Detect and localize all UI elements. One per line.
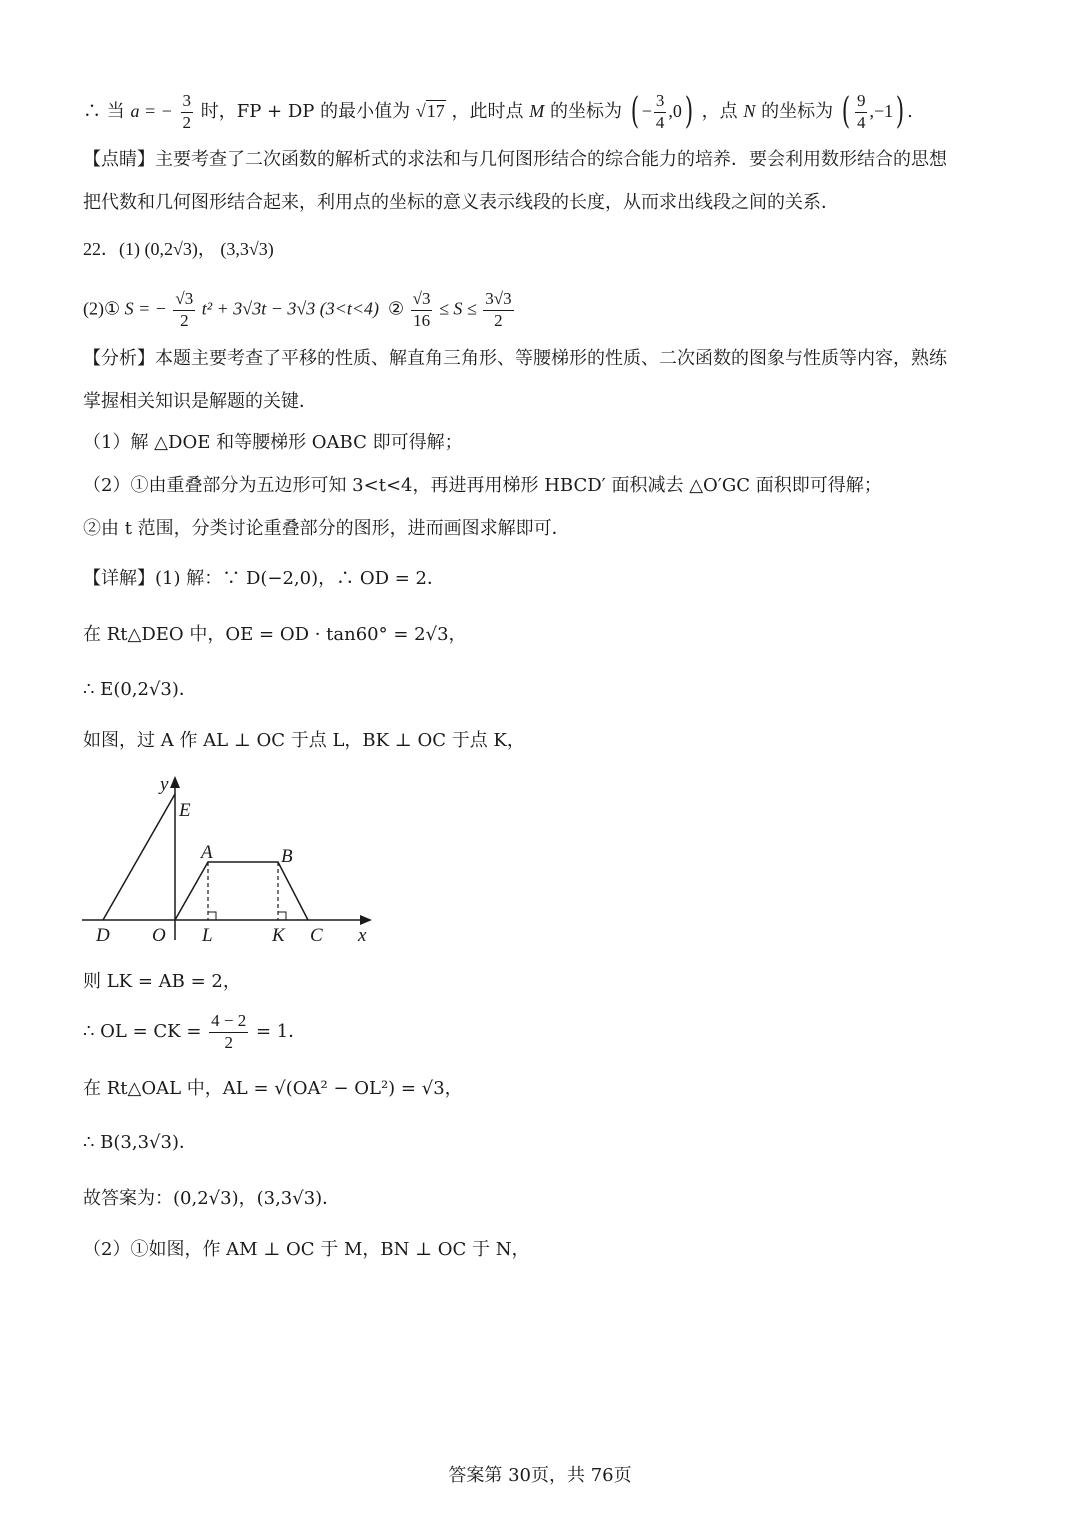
answer: (0,2√3) (144, 239, 198, 259)
question-number: 22．(1) (83, 239, 140, 259)
fenxi-text: 本题主要考查了平移的性质、解直角三角形、等腰梯形的性质、二次函数的图象与性质等内容，熟练 (155, 348, 947, 369)
label-O: O (152, 925, 166, 946)
label-x: x (358, 925, 367, 946)
xiangjie-l6 (83, 1012, 306, 1052)
dianjing-text: 主要考查了二次函数的解析式的求法和与几何图形结合的综合能力的培养．要会利用数形结合的思想 (155, 149, 947, 170)
label-C: C (310, 925, 323, 946)
answer: (3,3√3) (220, 239, 274, 259)
dianjing-label: 【点睛】 (83, 149, 155, 170)
text: ，此时点 (451, 101, 524, 123)
label-B: B (281, 846, 293, 867)
dianjing-line2 (83, 194, 839, 212)
point-N: N (743, 101, 756, 122)
xiangjie-text: ∴ E(0,2√3)． (83, 679, 197, 700)
xiangjie-text: = 1． (256, 1021, 307, 1043)
text: 的坐标为 (549, 101, 622, 123)
fraction: $\frac{4 - 2}{2}$ (211, 1011, 247, 1052)
label-A: A (201, 842, 213, 863)
text: 时，FP + DP 的最小值为 (200, 101, 411, 123)
fenxi-label: 【分析】 (83, 348, 155, 369)
xiangjie-l9 (83, 1190, 340, 1208)
trapezoid-OABC (175, 862, 308, 920)
dianjing-line1 (83, 151, 947, 169)
label-D: D (96, 925, 110, 946)
right-angle-K (278, 912, 286, 920)
xiangjie-text: (1) 解：∵ D(−2,0)，∴ OD = 2． (155, 568, 446, 589)
xiangjie-l7 (83, 1080, 463, 1098)
xiangjie-l1 (83, 570, 445, 588)
fraction: $\frac{3}{4}$ (655, 91, 665, 132)
math: S = − (124, 298, 167, 319)
segment-DE (103, 794, 175, 920)
q22-answer2 (83, 290, 516, 330)
fraction: $\frac{√3}{16}$ (412, 289, 431, 330)
fenxi-line1 (83, 350, 947, 368)
text: (2)① (83, 298, 121, 319)
y-axis-arrow (170, 776, 180, 788)
xiangjie-text: 如图，过 A 作 AL ⊥ OC 于点 L，BK ⊥ OC 于点 K， (83, 730, 525, 751)
fenxi-text: 掌握相关知识是解题的关键． (83, 391, 317, 412)
fenxi-line2 (83, 393, 317, 411)
label-L: L (202, 925, 213, 946)
x-axis-arrow (360, 915, 372, 925)
xiangjie-l3 (83, 681, 197, 699)
text: ，点 (701, 101, 738, 123)
sqrt: √17 (415, 101, 445, 122)
fraction: $\frac{√3}{2}$ (175, 289, 194, 330)
xiangjie-text: （2）①如图，作 AM ⊥ OC 于 M，BN ⊥ OC 于 N， (83, 1239, 530, 1260)
fenxi-step1 (83, 434, 463, 452)
xiangjie-l5 (83, 973, 241, 991)
xiangjie-label: 【详解】 (83, 568, 155, 589)
fraction: $\frac{3}{2}$ (182, 91, 191, 132)
label-E: E (179, 800, 191, 821)
xiangjie-text: 在 Rt△DEO 中，OE = OD · tan60° = 2√3， (83, 624, 467, 645)
fraction: $\frac{9}{4}$ (856, 91, 866, 132)
dianjing-text: 把代数和几何图形结合起来，利用点的坐标的意义表示线段的长度，从而求出线段之间的关系． (83, 192, 839, 213)
xiangjie-l8 (83, 1134, 197, 1152)
label-y: y (160, 774, 169, 795)
fenxi-text: ②由 t 范围，分类讨论重叠部分的图形，进而画图求解即可． (83, 518, 570, 539)
text: ② (388, 298, 405, 319)
math: t² + 3√3t − 3√3 (3<t<4) (201, 298, 379, 319)
fenxi-text: （2）①由重叠部分为五边形可知 3<t<4，再进再用梯形 HBCD′ 面积减去 △O′GC 面积即可得解； (83, 475, 882, 496)
right-angle-L (208, 912, 216, 920)
xiangjie-text: 故答案为：(0,2√3)，(3,3√3)． (83, 1188, 341, 1209)
xiangjie-l4 (83, 732, 525, 750)
math: a = − (130, 101, 173, 122)
xiangjie-text: ∴ OL = CK = (83, 1021, 202, 1043)
xiangjie-l10 (83, 1241, 529, 1259)
fenxi-step3 (83, 520, 570, 538)
fenxi-text: （1）解 △DOE 和等腰梯形 OABC 即可得解； (83, 432, 463, 453)
point-M: M (529, 101, 545, 122)
xiangjie-text: ∴ B(3,3√3)． (83, 1132, 197, 1153)
xiangjie-text: 在 Rt△OAL 中，AL = √(OA² − OL²) = √3， (83, 1078, 463, 1099)
fraction: $\frac{3√3}{2}$ (485, 289, 512, 330)
xiangjie-text: 则 LK = AB = 2， (83, 971, 241, 992)
fenxi-step2 (83, 477, 882, 495)
trapezoid-figure (80, 772, 380, 947)
text: 的坐标为 (761, 101, 834, 123)
text: ∴ 当 (83, 101, 125, 123)
q22-answer1: 22．(1) (0,2√3)， (3,3√3) (83, 239, 274, 259)
xiangjie-l2 (83, 626, 467, 644)
math: ≤ S ≤ (438, 298, 477, 319)
line-conclusion: ∴ 当 a = − $\frac{3}{2}$ 时，FP + DP 的最小值为 √17 ，此时点 M 的坐标为 ( − $\frac{3}{4}$ ,0) ，点 N 的坐标为 ( $\frac{9}{4}$ ,−1) . (83, 91, 913, 133)
label-K: K (272, 925, 285, 946)
page-footer: 答案第 30页，共 76页 (448, 1465, 632, 1486)
